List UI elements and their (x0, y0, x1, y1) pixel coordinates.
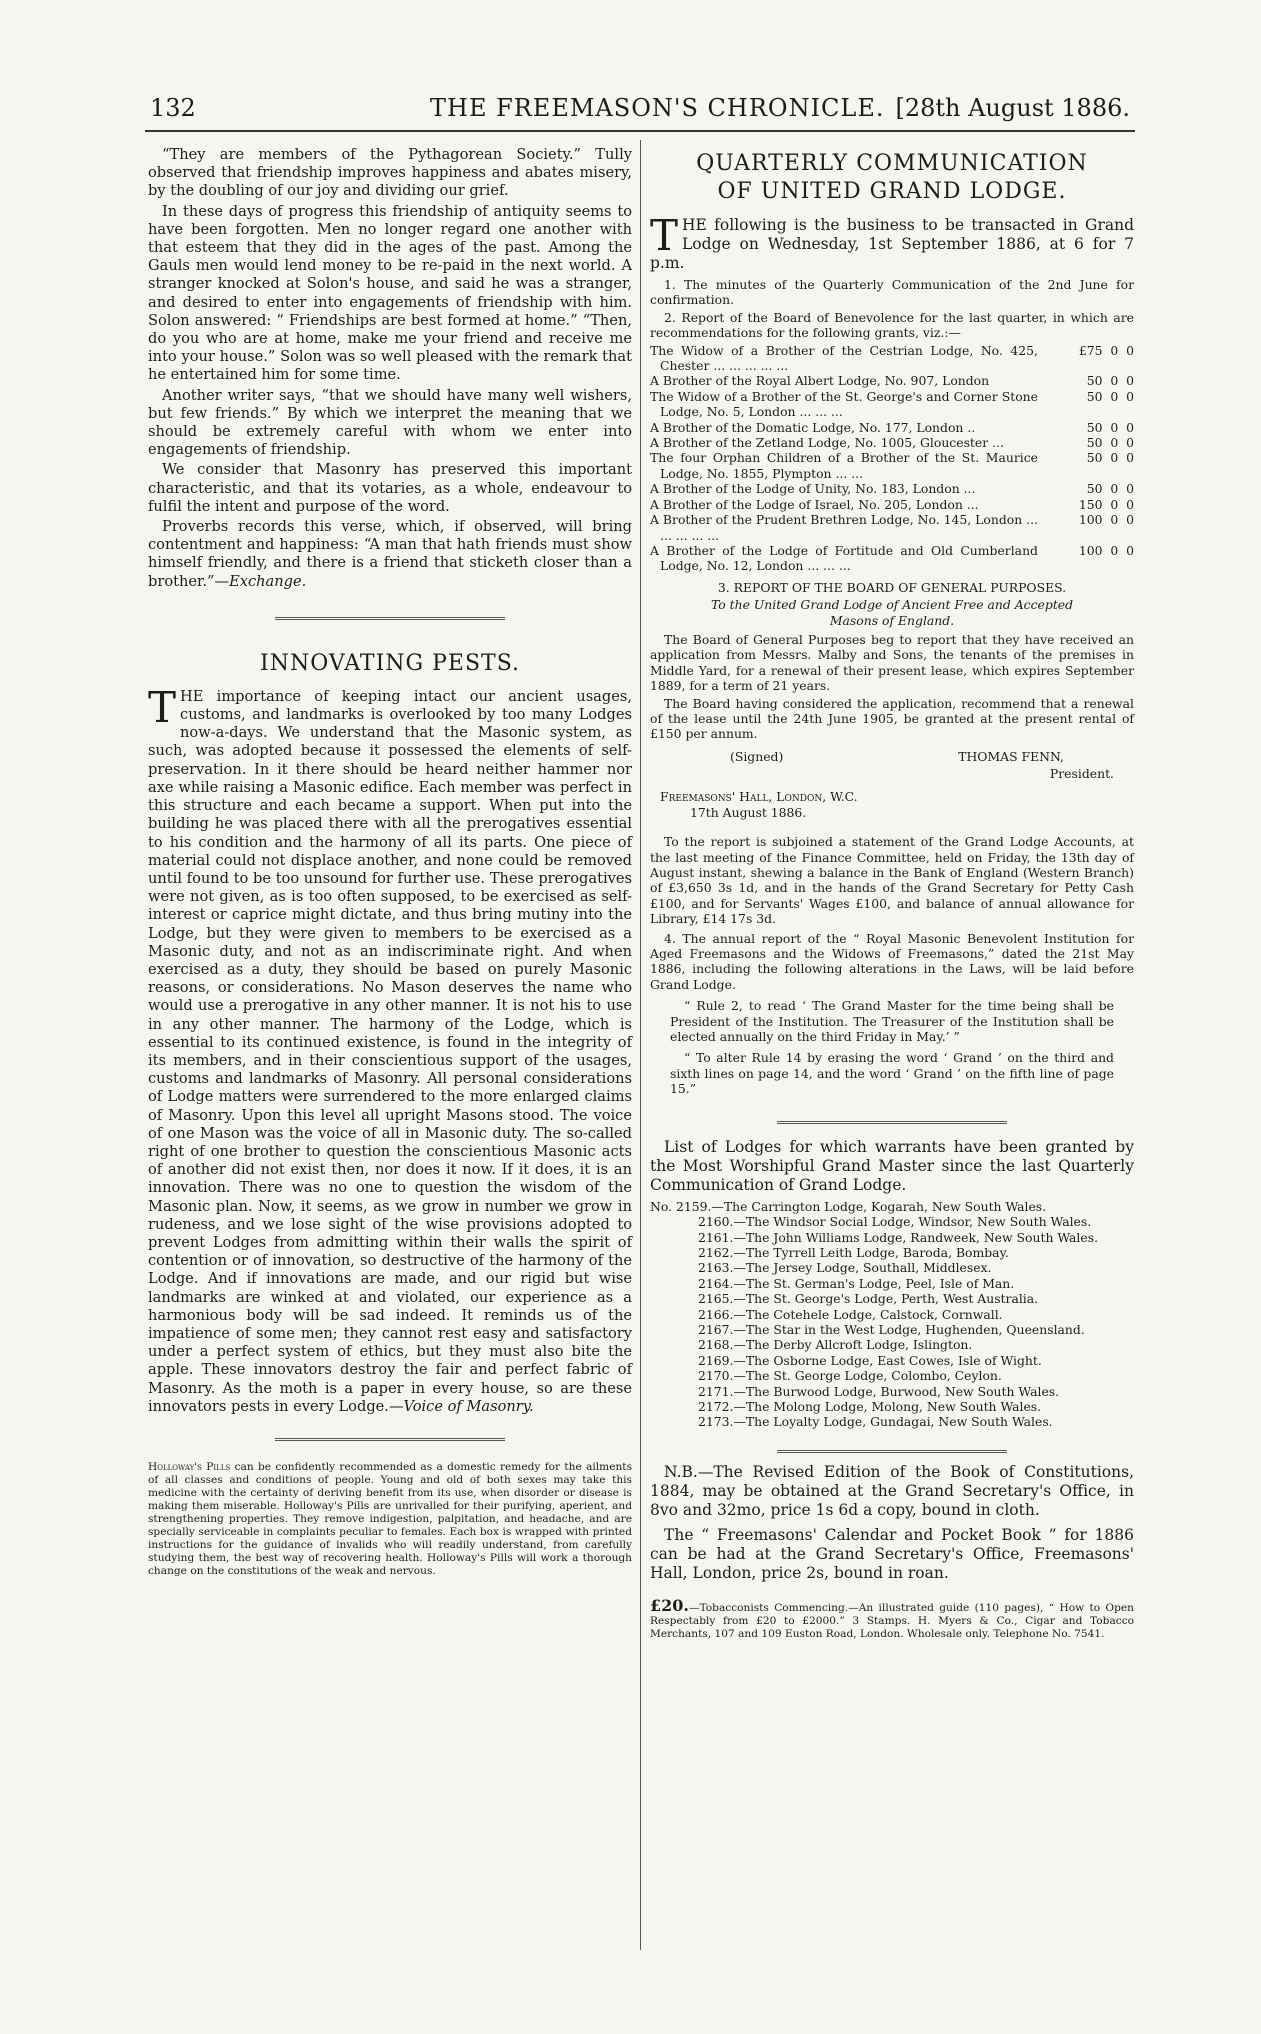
qc-dropcap: T (650, 211, 679, 260)
list-item: 2162.—The Tyrrell Leith Lodge, Baroda, Bombay. (698, 1244, 1009, 1260)
grants-list (650, 343, 1134, 574)
column-divider (640, 140, 641, 1950)
tobacconists-advert (650, 1595, 1134, 1641)
grant-row: A Brother of the Zetland Lodge, No. 1005, Gloucester ... 50 0 0 (650, 435, 1134, 451)
item-3-paragraph-2: The Board having considered the application, recommend that a renewal of the lease until the 24th June 1905, be granted at the present rental of £150 per annum. (650, 695, 1134, 742)
grant-row: The four Orphan Children of a Brother of the St. Maurice Lodge, No. 1855, Plympton ... ... 50 0 0 (650, 450, 1134, 481)
grant-row: A Brother of the Lodge of Fortitude and Old Cumberland Lodge, No. 12, London ... ... ... 100 0 0 (650, 542, 1134, 574)
grant-row: A Brother of the Lodge of Israel, No. 205, London ... 150 0 0 (650, 496, 1134, 512)
item-2: 2. Report of the Board of Benevolence for the last quarter, in which are recommendations for the following grants, viz.:— (650, 309, 1134, 341)
holloway-advert (148, 1461, 632, 1578)
qc-intro (650, 211, 1134, 273)
lodges-list (650, 1199, 1134, 1430)
item-4: 4. The annual report of the “ Royal Masonic Benevolent Institution for Aged Freemasons and the Widows of Freemasons,” dated the 21st May 1886, including the following alterations in the Laws, will be laid before Grand Lodge. (650, 930, 1134, 992)
innovating-pests-body (148, 682, 632, 1416)
grant-row: A Brother of the Royal Albert Lodge, No. 907, London 50 0 0 (650, 373, 1134, 389)
list-item: 2171.—The Burwood Lodge, Burwood, New South Wales. (698, 1383, 1060, 1399)
list-item: 2167.—The Star in the West Lodge, Hughenden, Queensland. (698, 1321, 1085, 1337)
list-item: No. 2159.—The Carrington Lodge, Kogarah, New South Wales. (650, 1198, 1047, 1214)
ad-text: —Tobacconists Commencing.—An illustrated guide (110 pages), “ How to Open Respectably from £20 to £2000.” 3 Stamps. H. Myers & Co., Cigar and Tobacco Merchants, 107 and 109 Euston Road, London. Wholesale only. Telephone No. 7541. (650, 1601, 1134, 1640)
address-date: 17th August 1886. (690, 804, 807, 820)
page-header (150, 94, 1140, 128)
grant-row: A Brother of the Lodge of Unity, No. 183, London ... 50 0 0 (650, 481, 1134, 497)
signed-name: THOMAS FENN, (958, 748, 1064, 764)
list-item: 2168.—The Derby Allcroft Lodge, Islington. (698, 1337, 973, 1353)
issue-date: [28th August 1886. (895, 94, 1130, 122)
friendship-paragraph-5 (148, 518, 632, 591)
list-item: 2169.—The Osborne Lodge, East Cowes, Isle of Wight. (698, 1352, 1042, 1368)
address: Freemasons' Hall, London, W.C. (660, 789, 858, 805)
grant-row: The Widow of a Brother of the St. George's and Corner Stone Lodge, No. 5, London ... ... ... 50 0 0 (650, 388, 1134, 420)
grant-row: A Brother of the Domatic Lodge, No. 177, London .. 50 0 0 (650, 419, 1134, 435)
voice-of-masonry-source: —Voice of Masonry. (388, 1397, 534, 1415)
friendship-paragraph-4: We consider that Masonry has preserved this important characteristic, and that its votaries, as a whole, endeavour to fulfil the intent and purpose of the word. (148, 461, 632, 515)
signed-label: (Signed) (730, 748, 784, 764)
signed-role: President. (1049, 765, 1114, 781)
innovating-dropcap: T (148, 682, 177, 732)
friendship-paragraph-1: “They are members of the Pythagorean Society.” Tully observed that friendship improves happiness and abates misery, by the doubling of our joy and dividing our grief. (148, 146, 632, 200)
rule-14-alteration: “ To alter Rule 14 by erasing the word ‘ Grand ’ on the third and sixth lines on page 14, and the word ‘ Grand ’ on the fifth line of page 15.” (670, 1050, 1114, 1097)
section-divider (275, 617, 505, 620)
list-item: 2160.—The Windsor Social Lodge, Windsor, New South Wales. (698, 1214, 1092, 1230)
list-item: 2164.—The St. German's Lodge, Peel, Isle of Man. (698, 1275, 1015, 1291)
list-item: 2170.—The St. George Lodge, Colombo, Ceylon. (698, 1368, 1002, 1384)
item-3-paragraph-3: To the report is subjoined a statement of the Grand Lodge Accounts, at the last meeting of the Finance Committee, held on Friday, the 13th day of August instant, shewing a balance in the Bank of England (Western Branch) of £3,650 3s 1d, and in the hands of the Grand Secretary for Petty Cash £100, and for Servants' Wages £100, and balance of annual allowance for Library, £14 17s 3d. (650, 834, 1134, 927)
holloway-label: Holloway's Pills (148, 1461, 231, 1473)
item-1: 1. The minutes of the Quarterly Communication of the 2nd June for confirmation. (650, 277, 1134, 308)
quarterly-communication-title: QUARTERLY COMMUNICATION OF UNITED GRAND LODGE. (696, 151, 1088, 204)
item-3-paragraph-1: The Board of General Purposes beg to report that they have received an application from Messrs. Malby and Sons, the tenants of the premises in Middle Yard, for a renewal of their present lease, which expires September 1889, for a term of 21 years. (650, 631, 1134, 694)
signature-line (650, 748, 1134, 766)
list-item: 2161.—The John Williams Lodge, Randweek, New South Wales. (698, 1229, 1099, 1245)
list-item: 2166.—The Cotehele Lodge, Calstock, Cornwall. (698, 1306, 1003, 1322)
list-item: 2173.—The Loyalty Lodge, Gundagai, New South Wales. (698, 1414, 1053, 1430)
innovating-pests-text: HE importance of keeping intact our ancient usages, customs, and landmarks is overlooked by too many Lodges now-a-days. We understand that the Masonic system, as such, was adopted because it possessed the elements of self-preservation. In it there should be heard neither hammer nor axe while raising a Masonic edifice. Each member was perfect in this structure and each became a support. When put into the building he was placed there with all the prerogatives essential to his condition and the harmony of all its parts. One piece of material could not displace another, and none could be removed until found to be too unsound for further use. These prerogatives were not given, as is too often supposed, to be exercised as self-interest or caprice might dictate, and thus bring mutiny into the Lodge, but they were given to members to be exercised as a Masonic duty, and not as an indiscriminate right. And when exercised as a duty, they should be based on purely Masonic reasons, or considerations. No Mason deserves the name who would use a prerogative in any other manner. It is not his to use in any other manner. The harmony of the Lodge, which is essential to its continued existence, is found in the integrity of its members, and in their conscientious support of the usages, customs and landmarks of Masonry. All personal considerations of Lodge matters were surrendered to the more enlarged claims of Masonry. Upon this level all upright Masons stood. The voice of one Mason was the voice of all in Masonic duty. The so-called right of one brother to question the conscientious Masonic acts of another did not exist then, nor does it now. If it does, it is an innovation. There was no one to question the wisdom of the Masonic plan. Now, it seems, as we grow in number we grow in rudeness, and we lose sight of the wise provisions adopted to prevent Lodges from admitting within their walls the spirit of contention or of innovation, so destructive of the harmony of the Lodge. And if innovations are made, and our rigid but wise landmarks are winked at and violated, our experience as a harmonious body will be sad indeed. It reminds us of the impatience of some men; they cannot rest easy and satisfactory under a perfect system of ethics, but they must also bite the apple. These innovators destroy the fair and perfect fabric of Masonry. As the moth is a paper in every house, so are these innovators pests in every Lodge. (148, 687, 632, 1415)
section-divider-2 (275, 1438, 505, 1441)
section-divider-3 (777, 1121, 1007, 1124)
item-3-heading: 3. REPORT OF THE BOARD OF GENERAL PURPOSES. (717, 579, 1067, 595)
nb-constitutions: N.B.—The Revised Edition of the Book of Constitutions, 1884, may be obtained at the Grand Secretary's Office, in 8vo and 32mo, price 1s 6d a copy, bound in cloth. (650, 1462, 1134, 1519)
list-item: 2163.—The Jersey Lodge, Southall, Middlesex. (698, 1260, 992, 1276)
grant-row: The Widow of a Brother of the Cestrian Lodge, No. 425, Chester ... ... ... ... ... £75 0 0 (650, 342, 1134, 374)
list-item: 2172.—The Molong Lodge, Molong, New South Wales. (698, 1398, 1042, 1414)
ad-amount: £20. (650, 1595, 689, 1615)
item-3-addressee: To the United Grand Lodge of Ancient Free and Accepted Masons of England. (710, 597, 1074, 628)
friendship-paragraph-2: In these days of progress this friendship of antiquity seems to have been forgotten. Men no longer regard one another with that esteem that they did in the ages of the past. Among the Gauls men would lend money to be re-paid in the next world. A stranger knocked at Solon's house, and said he was a stranger, and desired to enter into engagements of friendship with him. Solon answered: “ Friendships are best formed at home.” “Then, do you who are at home, make me your friend and receive me into your house.” Solon was so well pleased with the remark that he entertained him for some time. (148, 202, 632, 384)
page-number: 132 (150, 94, 196, 122)
holloway-text: can be confidently recommended as a domestic remedy for the ailments of all classes and conditions of people. Young and old of both sexes may take this medicine with the certainty of deriving benefit from its use, when disorder or disease is making them miserable. Holloway's Pills are unrivalled for their purifying, aperient, and strengthening properties. They remove indigestion, palpitation, and headache, and are specially serviceable in complaints peculiar to females. Each box is wrapped with printed instructions for the guidance of invalids who will readily understand, from carefully studying them, the best way of recovering health. Holloway's Pills will work a thorough change on the constitutions of the weak and nervous. (148, 1461, 633, 1577)
innovating-pests-title: INNOVATING PESTS. (260, 650, 520, 676)
list-item: 2165.—The St. George's Lodge, Perth, West Australia. (698, 1291, 1039, 1307)
warrants-intro: List of Lodges for which warrants have been granted by the Most Worshipful Grand Master since the last Quarterly Communication of Grand Lodge. (650, 1137, 1134, 1194)
grant-row: A Brother of the Prudent Brethren Lodge, No. 145, London ... ... ... ... ... 100 0 0 (650, 512, 1134, 543)
left-column (148, 146, 632, 1578)
section-divider-4 (777, 1450, 1007, 1453)
exchange-source: —Exchange. (214, 572, 307, 590)
header-rule (145, 130, 1135, 132)
calendar-notice: The “ Freemasons' Calendar and Pocket Book ” for 1886 can be had at the Grand Secretary's Office, Freemasons' Hall, London, price 2s, bound in roan. (650, 1525, 1134, 1582)
friendship-paragraph-3: Another writer says, “that we should have many well wishers, but few friends.” By which we interpret the meaning that we should be extremely careful with whom we enter into engagements of friendship. (148, 386, 632, 459)
friendship-paragraph-5-text: Proverbs records this verse, which, if observed, will bring contentment and happiness: “A man that hath friends must show himself friendly, and there is a friend that sticketh closer than a brother.” (148, 518, 632, 590)
right-column (650, 146, 1134, 1641)
qc-intro-text: HE following is the business to be transacted in Grand Lodge on Wednesday, 1st September 1886, at 6 for 7 p.m. (650, 216, 1134, 272)
masthead-title: THE FREEMASON'S CHRONICLE. (430, 94, 885, 122)
rule-2-alteration: “ Rule 2, to read ‘ The Grand Master for the time being shall be President of the Institution. The Treasurer of the Institution shall be elected annually on the third Friday in May.’ ” (670, 998, 1114, 1045)
